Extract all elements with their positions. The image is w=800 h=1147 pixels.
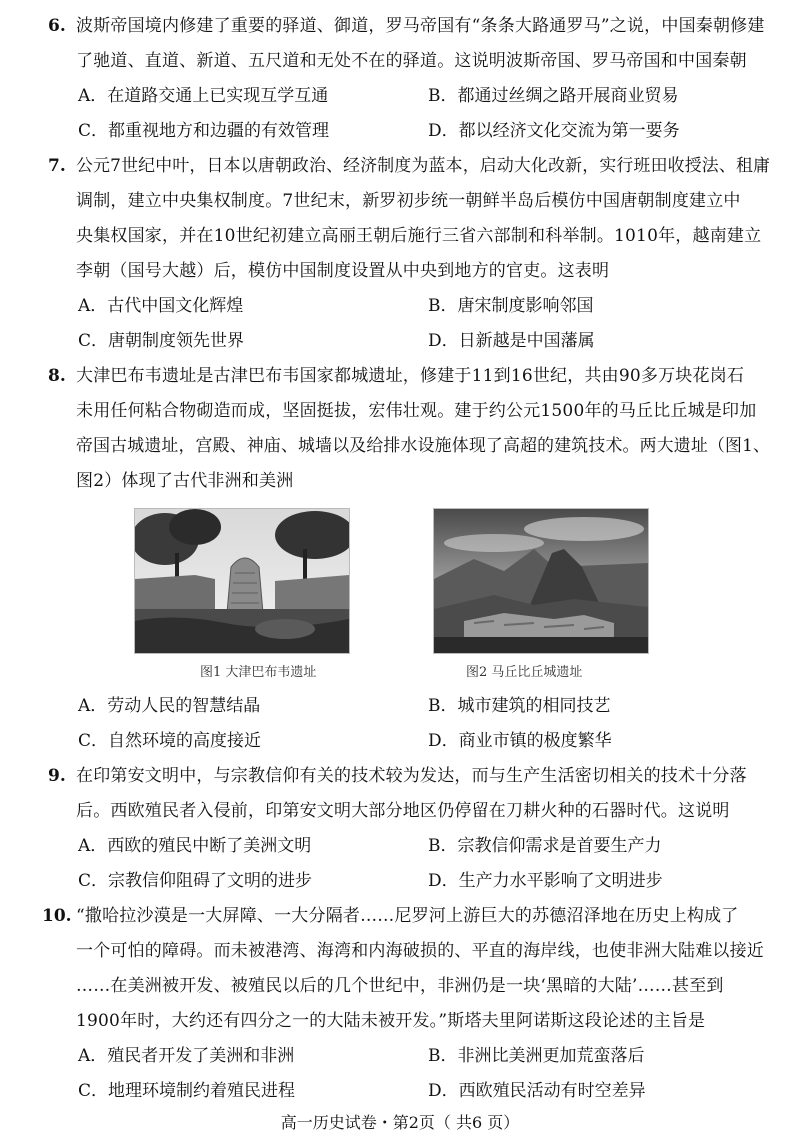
q7-stem-line-2: 调制，建立中央集权制度。7世纪末，新罗初步统一朝鲜半岛后模仿中国唐朝制度建立中 <box>76 191 741 211</box>
q10-option-d[interactable]: D．西欧殖民活动有时空差异 <box>428 1081 646 1101</box>
q8-option-d[interactable]: D．商业市镇的极度繁华 <box>428 731 612 751</box>
q7-option-d[interactable]: D．日新越是中国藩属 <box>428 331 595 351</box>
q6-number: 6. <box>48 16 66 36</box>
q10-stem-line-4: 1900年时，大约还有四分之一的大陆未被开发。”斯塔夫里阿诺斯这段论述的主旨是 <box>76 1011 706 1031</box>
q8-option-c[interactable]: C．自然环境的高度接近 <box>78 731 262 751</box>
q8-number: 8. <box>48 366 66 386</box>
q8-stem-line-1: 大津巴布韦遗址是古津巴布韦国家都城遗址，修建于11到16世纪，共由90多万块花岗石 <box>76 366 745 386</box>
q10-stem-line-2: 一个可怕的障碍。而未被港湾、海湾和内海破损的、平直的海岸线，也使非洲大陆难以接近 <box>76 941 764 961</box>
q8-stem-line-4: 图2）体现了古代非洲和美洲 <box>76 471 294 491</box>
q10-option-a[interactable]: A．殖民者开发了美洲和非洲 <box>78 1046 295 1066</box>
q6-option-d[interactable]: D．都以经济文化交流为第一要务 <box>428 121 680 141</box>
q9-stem-line-1: 在印第安文明中，与宗教信仰有关的技术较为发达，而与生产生活密切相关的技术十分落 <box>76 766 747 786</box>
q8-option-b[interactable]: B．城市建筑的相同技艺 <box>428 696 611 716</box>
q8-stem-line-3: 帝国古城遗址，宫殿、神庙、城墙以及给排水设施体现了高超的建筑技术。两大遗址（图1、 <box>76 436 771 456</box>
q9-option-b[interactable]: B．宗教信仰需求是首要生产力 <box>428 836 662 856</box>
q8-stem-line-2: 未用任何粘合物砌造而成，坚固挺拔，宏伟壮观。建于约公元1500年的马丘比丘城是印加 <box>76 401 757 421</box>
q10-option-c[interactable]: C．地理环境制约着殖民进程 <box>78 1081 296 1101</box>
q9-number: 9. <box>48 766 66 786</box>
q10-stem-line-3: ……在美洲被开发、被殖民以后的几个世纪中，非洲仍是一块‘黑暗的大陆’……甚至到 <box>76 976 724 996</box>
q6-stem-line-1: 波斯帝国境内修建了重要的驿道、御道，罗马帝国有“条条大路通罗马”之说，中国秦朝修建 <box>76 16 765 36</box>
q8-option-a[interactable]: A．劳动人民的智慧结晶 <box>78 696 261 716</box>
page-footer: 高一历史试卷・第2页（ 共6 页） <box>280 1113 520 1132</box>
q9-option-a[interactable]: A．西欧的殖民中断了美洲文明 <box>78 836 312 856</box>
q7-number: 7. <box>48 156 66 176</box>
q7-option-a[interactable]: A．古代中国文化辉煌 <box>78 296 244 316</box>
q7-option-b[interactable]: B．唐宋制度影响邻国 <box>428 296 594 316</box>
q7-stem-line-4: 李朝（国号大越）后，模仿中国制度设置从中央到地方的官吏。这表明 <box>76 261 610 281</box>
q10-stem-line-1: “撒哈拉沙漠是一大屏障、一大分隔者……尼罗河上游巨大的苏德沼泽地在历史上构成了 <box>76 906 739 926</box>
q7-option-c[interactable]: C．唐朝制度领先世界 <box>78 331 245 351</box>
q6-stem-line-2: 了驰道、直道、新道、五尺道和无处不在的驿道。这说明波斯帝国、罗马帝国和中国秦朝 <box>76 51 747 71</box>
q7-stem-line-3: 央集权国家，并在10世纪初建立高丽王朝后施行三省六部制和科举制。1010年，越南建立 <box>76 226 762 246</box>
figure-1-caption: 图1 大津巴布韦遗址 <box>200 665 317 680</box>
figure-2-photo <box>433 508 649 654</box>
q6-option-c[interactable]: C．都重视地方和边疆的有效管理 <box>78 121 330 141</box>
q10-number: 10. <box>42 906 72 926</box>
q6-option-b[interactable]: B．都通过丝绸之路开展商业贸易 <box>428 86 679 106</box>
figure-2-caption: 图2 马丘比丘城遗址 <box>466 665 583 680</box>
q6-option-a[interactable]: A．在道路交通上已实现互学互通 <box>78 86 329 106</box>
q9-option-d[interactable]: D．生产力水平影响了文明进步 <box>428 871 663 891</box>
figure-1-photo <box>134 508 350 654</box>
q7-stem-line-1: 公元7世纪中叶，日本以唐朝政治、经济制度为蓝本，启动大化改新，实行班田收授法、租庸 <box>76 156 771 176</box>
q9-stem-line-2: 后。西欧殖民者入侵前，印第安文明大部分地区仍停留在刀耕火种的石器时代。这说明 <box>76 801 730 821</box>
q9-option-c[interactable]: C．宗教信仰阻碍了文明的进步 <box>78 871 313 891</box>
q10-option-b[interactable]: B．非洲比美洲更加荒蛮落后 <box>428 1046 645 1066</box>
